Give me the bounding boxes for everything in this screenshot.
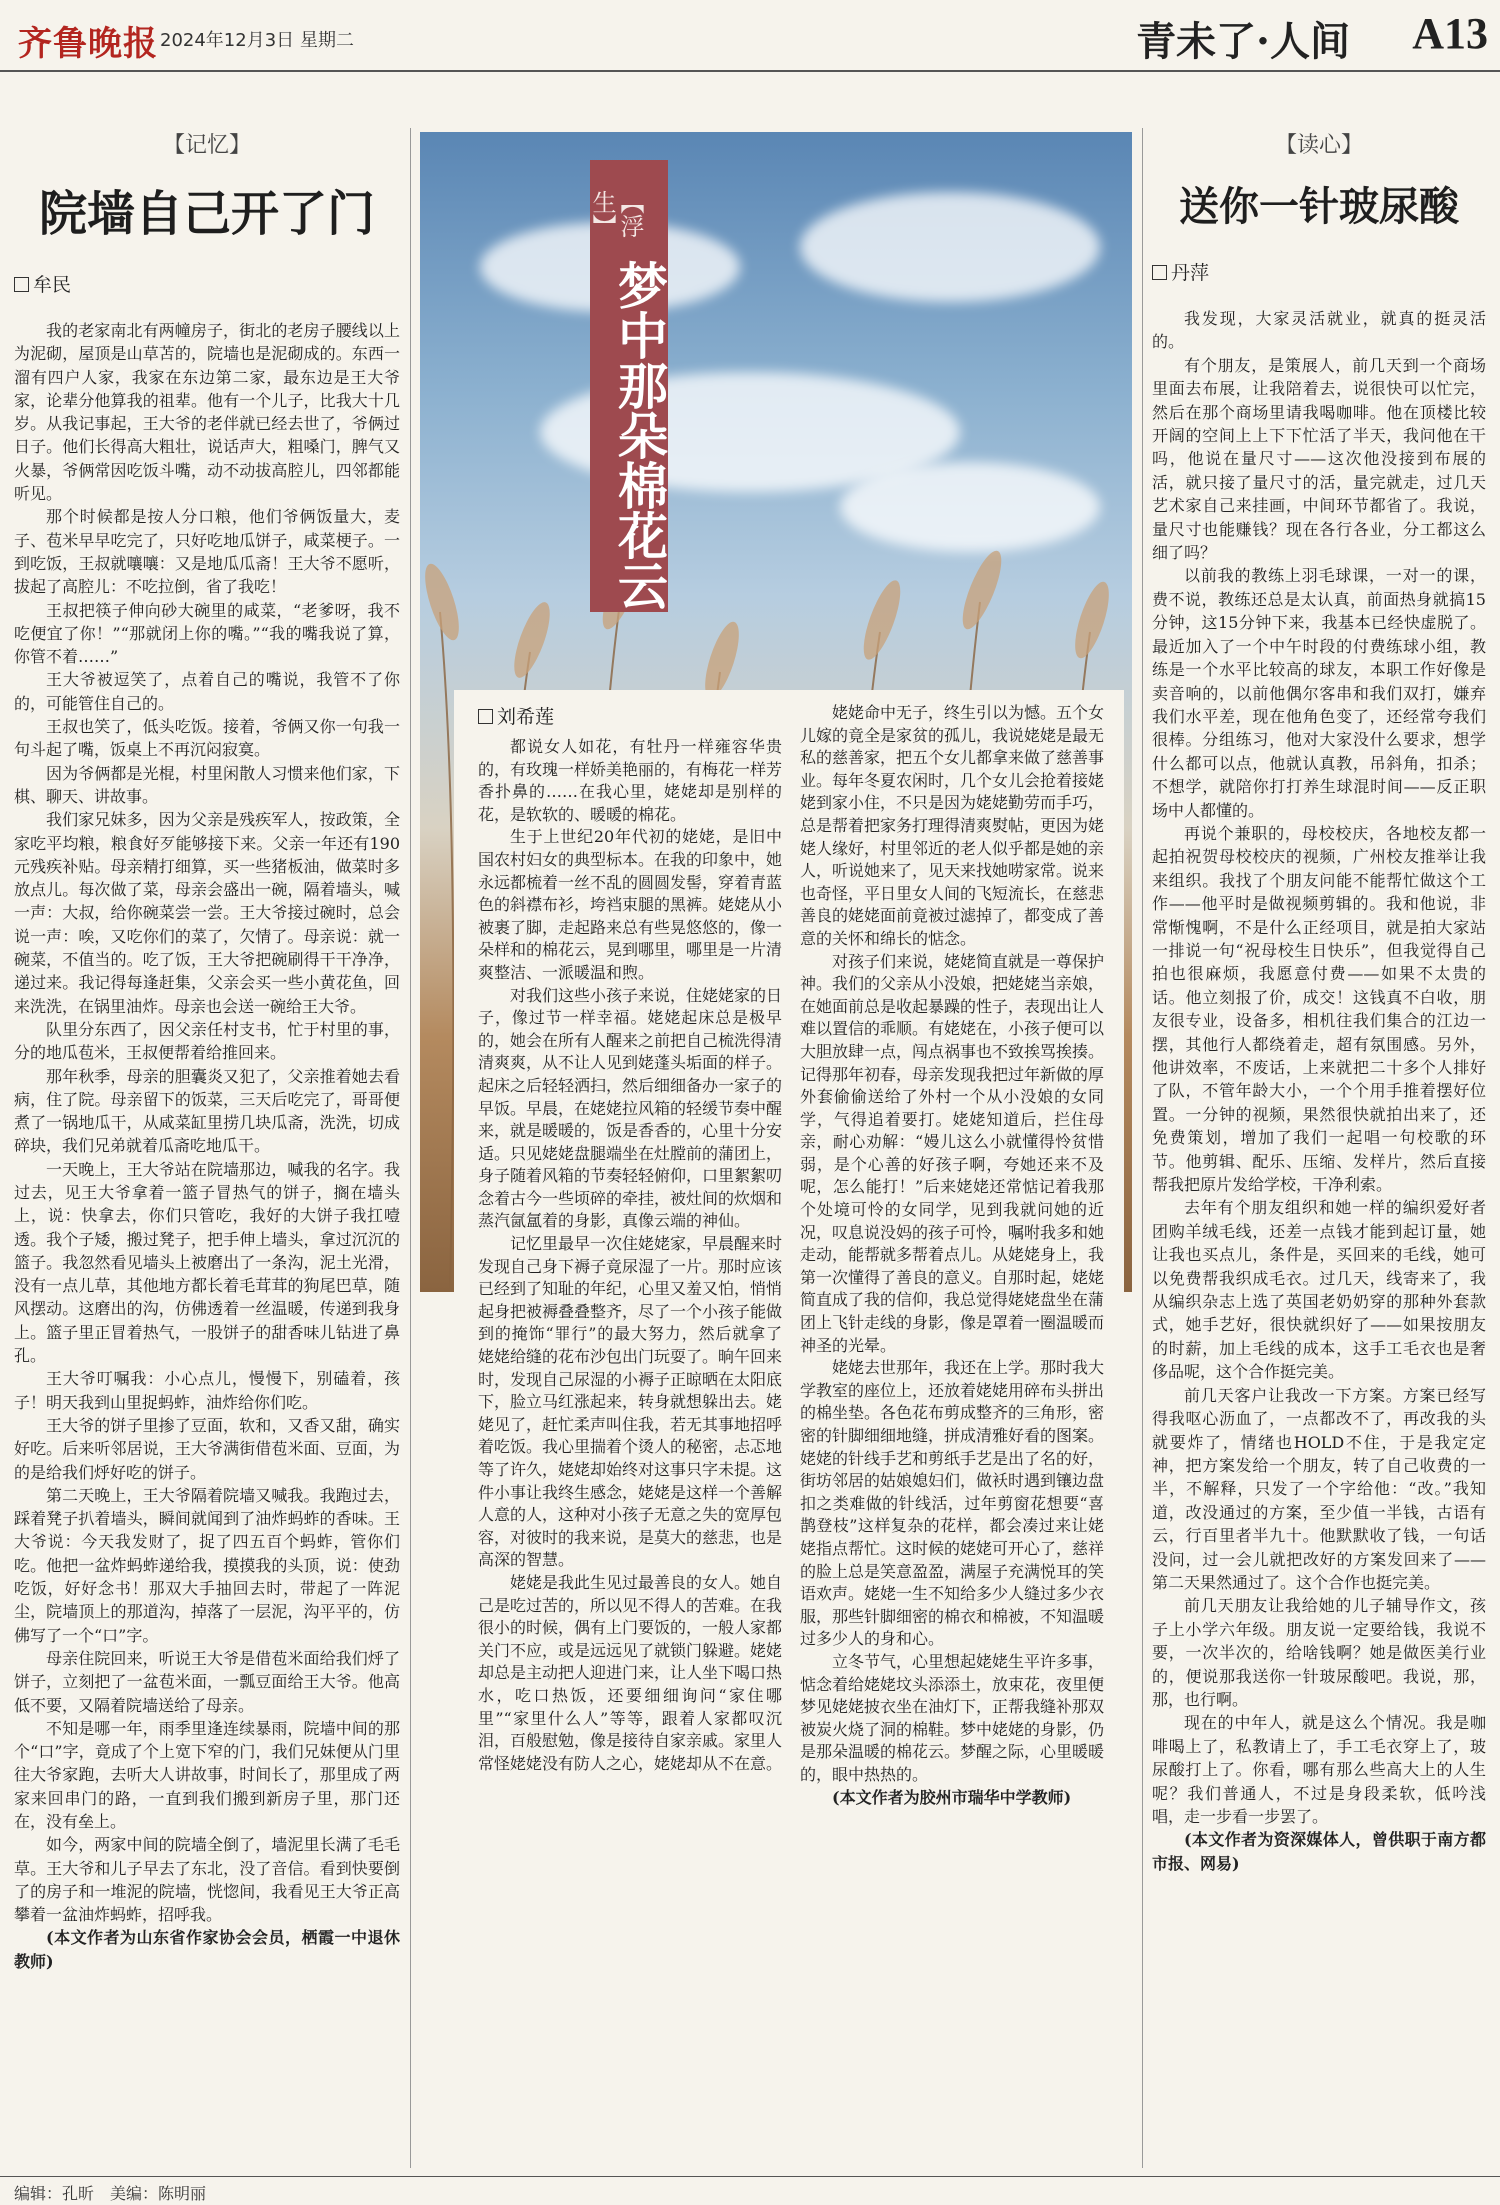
paragraph: 有个朋友，是策展人，前几天到一个商场里面去布展，让我陪着去，说很快可以忙完，然后在那个商场里请我喝咖啡。他在顶楼比较开阔的空间上上下下忙活了半天，我问他在干吗，他说在量尺寸——这次他没接到布展的活，就只接了量尺寸的活，量完就走，过几天艺术家自己来挂画，中间环节都省了。我说，量尺寸也能赚钱？现在各行各业，分工都这么细了吗？: [1152, 355, 1486, 563]
designer-credit: 美编：陈明丽: [110, 2184, 207, 2203]
paragraph: 前几天客户让我改一下方案。方案已经写得我呕心沥血了，一点都改不了，再改我的头就要炸了，情绪也HOLD不住，于是我定定神，把方案发给一个朋友，转了自己收费的一半，不解释，只发了一个字给他：“改。”我知道，改没通过的方案，至少值一半钱，古语有云，行百里者半九十。他默默收了钱，一句话没问，过一会儿就把改好的方案发回来了——第二天果然通过了。这个合作也挺完美。: [1152, 1385, 1486, 1592]
paragraph: 王叔也笑了，低头吃饭。接着，爷俩又你一句我一句斗起了嘴，饭桌上不再沉闷寂寞。: [14, 717, 400, 760]
right-article-title: 送你一针玻尿酸: [1179, 183, 1459, 230]
right-article-author: 丹萍: [1171, 262, 1210, 284]
left-author-note: (本文作者为山东省作家协会会员，栖霞一中退休教师): [14, 1928, 400, 1971]
left-article-body: [14, 319, 400, 1973]
paragraph: 如今，两家中间的院墙全倒了，墙泥里长满了毛毛草。王大爷和儿子早去了东北，没了音信。看到快要倒了的房子和一堆泥的院墙，恍惚间，我看见王大爷正高攀着一盆油炸蚂蚱，招呼我。: [14, 1835, 400, 1925]
paragraph: 王大爷被逗笑了，点着自己的嘴说，我管不了你的，可能管住自己的。: [14, 670, 400, 713]
right-author-note: (本文作者为资深媒体人，曾供职于南方都市报、网易): [1152, 1830, 1486, 1873]
column-divider: [410, 128, 411, 2168]
paragraph: 第二天晚上，王大爷隔着院墙又喊我。我跑过去，踩着凳子扒着墙头，瞬间就闻到了油炸蚂蚱的香味。王大爷说：今天我发财了，捉了四五百个蚂蚱，管你们吃。他把一盆炸蚂蚱递给我，摸摸我的头顶，说：使劲吃饭，好好念书！那双大手抽回去时，带起了一阵泥尘，院墙顶上的那道沟，掉落了一层泥，沟平平的，仿佛写了一个“口”字。: [14, 1485, 400, 1645]
paragraph: 队里分东西了，因父亲任村支书，忙于村里的事，分的地瓜苞米，王叔便帮着给推回来。: [14, 1019, 400, 1063]
author-box-icon: [14, 277, 29, 292]
title-banner: [590, 160, 668, 612]
section-name: 青未了·人间: [1136, 18, 1350, 65]
paragraph: 王叔把筷子伸向砂大碗里的咸菜，“老爹呀，我不吃便宜了你！”“那就闭上你的嘴。”“我的嘴我说了算，你管不着……”: [14, 600, 400, 667]
right-column-tag: 【读心】: [1274, 133, 1363, 158]
paragraph: 生于上世纪20年代初的姥姥，是旧中国农村妇女的典型标本。在我的印象中，她永远都梳着一丝不乱的圆圆发髻，穿着青蓝色的斜襟布衫，垮裆束腿的黑裤。姥姥从小被裹了脚，走起路来总有些晃悠悠的，像一朵样和的棉花云，晃到哪里，哪里是一片清爽整洁、一派暖温和煦。: [478, 827, 783, 982]
right-article: [1152, 128, 1486, 1875]
editor-credit: 编辑：孔昕: [14, 2184, 95, 2203]
paragraph: 姥姥命中无子，终生引以为憾。五个女儿嫁的竟全是家贫的孤儿，我说姥姥是最无私的慈善家，把五个女儿都拿来做了慈善事业。每年冬夏农闲时，几个女儿会抢着接姥姥到家小住，不只是因为姥姥勤劳而手巧，总是帮着把家务打理得清爽熨帖，更因为姥姥人缘好，村里邻近的老人似乎都是她的亲人，听说她来了，见天来找她唠家常。说来也奇怪，平日里女人间的飞短流长，在慈悲善良的姥姥面前竟被过滤掉了，都变成了善意的关怀和绵长的惦念。: [800, 703, 1105, 948]
middle-article-column-1: [478, 736, 782, 1775]
paragraph: 立冬节气，心里想起姥姥生平许多事，惦念着给姥姥坟头添添土，放束花，夜里便梦见姥姥披衣坐在油灯下，正帮我缝补那双被炭火烧了洞的棉鞋。梦中姥姥的身影，仍是那朵温暖的棉花云。梦醒之际，心里暖暖的，眼中热热的。: [800, 1651, 1105, 1784]
paragraph: 母亲住院回来，听说王大爷是借苞米面给我们烀了饼子，立刻把了一盆苞米面，一瓢豆面给王大爷。他高低不要，又隔着院墙送给了母亲。: [14, 1648, 400, 1715]
paragraph: 去年有个朋友组织和她一样的编织爱好者团购羊绒毛线，还差一点钱才能到起订量，她让我也买点儿，条件是，买回来的毛线，她可以免费帮我织成毛衣。过几天，线寄来了，我从编织杂志上选了英国老奶奶穿的那种外套款式，她手艺好，很快就织好了——如果按朋友的时薪，加上毛线的成本，这手工毛衣也是奢侈品呢，这个合作挺完美。: [1152, 1198, 1486, 1382]
right-article-body: [1152, 307, 1486, 1875]
left-article-author-line: [14, 270, 400, 297]
paragraph: 对我们这些小孩子来说，住姥姥家的日子，像过节一样幸福。姥姥起床总是极早的，她会在所有人醒来之前把自己梳洗得清清爽爽，从不让人见到姥蓬头垢面的样子。起床之后轻轻洒扫，然后细细备办一家子的早饭。早晨，在姥姥拉风箱的轻缓节奏中醒来，就是暖暖的，饭是香香的，心里十分安适。只见姥姥盘腿端坐在灶膛前的蒲团上，身子随着风箱的节奏轻轻俯仰，口里絮絮叨念着古今一些顷碎的牵挂，被灶间的炊烟和蒸汽氤氲着的身影，真像云端的神仙。: [478, 985, 783, 1231]
left-column-tag: 【记忆】: [162, 133, 251, 158]
middle-article-author: 刘希莲: [497, 706, 555, 728]
middle-column-tag: 【浮生】: [588, 190, 644, 238]
paragraph: 姥姥去世那年，我还在上学。那时我大学教室的座位上，还放着姥姥用碎布头拼出的棉坐垫。各色花布剪成整齐的三角形，密密的针脚细细地缝，拼成清雅好看的图案。姥姥的针线手艺和剪纸手艺是出了名的好，街坊邻居的姑娘媳妇们，做袄时遇到镶边盘扣之类难做的针线活，过年剪窗花想要“喜鹊登枝”这样复杂的花样，都会凑过来让姥姥指点帮忙。这时候的姥姥可开心了，慈祥的脸上总是笑意盈盈，满屋子充满悦耳的笑语欢声。姥姥一生不知给多少人缝过多少衣服，那些针脚细密的棉衣和棉被，不知温暖过多少人的身和心。: [800, 1358, 1105, 1649]
paragraph: 我的老家南北有两幢房子，街北的老房子腰线以上为泥砌，屋顶是山草苫的，院墙也是泥砌成的。东西一溜有四户人家，我家在东边第二家，最东边是王大爷家，论辈分他算我的祖辈。他有一个儿子，比我大十几岁。从我记事起，王大爷的老伴就已经去世了，爷俩过日子。他们长得高大粗壮，说话声大，粗嗓门，脾气又火暴，爷俩常因吃饭斗嘴，动不动拔高腔儿，四邻都能听见。: [14, 321, 400, 504]
page-number: A13: [1412, 9, 1488, 58]
paragraph: 前几天朋友让我给她的儿子辅导作文，孩子上小学六年级。朋友说一定要给钱，我说不要，一次半次的，给啥钱啊？她是做医美行业的，便说那我送你一针玻尿酸吧。我说，那，那，也行啊。: [1152, 1596, 1486, 1709]
paragraph: 以前我的教练上羽毛球课，一对一的课，费不说，教练还总是太认真，前面热身就搞15分钟，这15分钟下来，我基本已经快虚脱了。最近加入了一个中午时段的付费练球小组，教练是一个水平比较高的球友，本职工作好像是卖音响的，以前他偶尔客串和我们双打，嫌弃我们水平差，现在他角色变了，还经常夸我们很棒。分组练习，他对大家没什么要求，想学什么都可以点，他就认真教，吊斜角，扣杀；不想学，就陪你打打养生球混时间——反正职场中人都懂的。: [1152, 566, 1486, 820]
paragraph: 那年秋季，母亲的胆囊炎又犯了，父亲推着她去看病，住了院。母亲留下的饭菜，三天后吃完了，哥哥便煮了一锅地瓜干，从咸菜缸里捞几块瓜斋，洗洗，切成碎块，我们兄弟就着瓜斋吃地瓜干。: [14, 1066, 400, 1156]
paragraph: 一天晚上，王大爷站在院墙那边，喊我的名字。我过去，见王大爷拿着一篮子冒热气的饼子，搁在墙头上，说：快拿去，你们只管吃，我好的大饼子我扛噎透。我个子矮，搬过凳子，把手伸上墙头，拿过沉沉的篮子。我忽然看见墙头上被磨出了一条沟，泥土光滑，没有一点儿草，其他地方都长着毛茸茸的狗尾巴草，随风摆动。这磨出的沟，仿佛透着一丝温暖，传递到我身上。篮子里正冒着热气，一股饼子的甜香味儿钻进了鼻孔。: [14, 1159, 400, 1366]
page-header: [0, 0, 1500, 72]
newspaper-logo: 齐鲁晚报: [18, 24, 158, 64]
paragraph: 现在的中年人，就是这么个情况。我是咖啡喝上了，私教请上了，手工毛衣穿上了，玻尿酸打上了。你看，哪有那么些高大上的人生呢？我们普通人，不过是身段柔软，低吟浅唱，走一步看一步罢了。: [1152, 1713, 1486, 1826]
middle-article-panel: [454, 690, 1124, 2060]
paragraph: 因为爷俩都是光棍，村里闲散人习惯来他们家，下棋、聊天、讲故事。: [14, 763, 400, 806]
author-box-icon: [478, 709, 493, 724]
paragraph: 我们家兄妹多，因为父亲是残疾军人，按政策，全家吃平均粮，粮食好歹能够接下来。父亲一年还有190元残疾补贴。母亲精打细算，买一些猪板油，做菜时多放点儿。每次做了菜，母亲会盛出一碗，隔着墙头，喊一声：大叔，给你碗菜尝一尝。王大爷接过碗时，总会说一声：唉，又吃你们的菜了，欠情了。母亲说：就一碗菜，不值当的。吃了饭，王大爷把碗刷得干干净净，递过来。我记得每逢赶集，父亲会买一些小黄花鱼，回来洗洗，在锅里油炸。母亲也会送一碗给王大爷。: [14, 810, 400, 1016]
right-article-author-line: [1152, 258, 1486, 285]
paragraph: 姥姥是我此生见过最善良的女人。她自己是吃过苦的，所以见不得人的苦难。在我很小的时候，偶有上门要饭的，一般人家都关门不应，或是远远见了就锁门躲避。姥姥却总是主动把人迎进门来，让人坐下喝口热水，吃口热饭，还要细细询问“家住哪里”“家里什么人”等等，跟着人家都叹沉泪，百般慰勉，像是接待自家亲戚。家里人常怪姥姥没有防人之心，姥姥却从不在意。: [478, 1572, 783, 1773]
left-article: [14, 128, 400, 1973]
paragraph: 那个时候都是按人分口粮，他们爷俩饭量大，麦子、苞米早早吃完了，只好吃地瓜饼子，咸菜梗子。一到吃饭，王叔就嚷嚷：又是地瓜瓜斋！王大爷不愿听，拔起了高腔儿：不吃拉倒，省了我吃！: [14, 507, 400, 597]
paragraph: 我发现，大家灵活就业，就真的挺灵活的。: [1152, 309, 1486, 352]
middle-author-note: (本文作者为胶州市瑞华中学教师): [832, 1787, 1072, 1807]
paragraph: 王大爷叮嘱我：小心点儿，慢慢下，别磕着，孩子！明天我到山里捉蚂蚱，油炸给你们吃。: [14, 1369, 400, 1412]
left-article-title: 院墙自己开了门: [38, 186, 375, 242]
paragraph: 王大爷的饼子里掺了豆面，软和，又香又甜，确实好吃。后来听邻居说，王大爷满街借苞米面、豆面，为的是给我们烀好吃的饼子。: [14, 1415, 400, 1482]
issue-weekday: 星期二: [300, 30, 354, 51]
middle-article-author-line: [478, 702, 554, 729]
middle-article-column-2: [800, 702, 1104, 1809]
column-divider: [1142, 128, 1143, 2168]
paragraph: 再说个兼职的，母校校庆，各地校友都一起拍祝贺母校校庆的视频，广州校友推举让我来组织。我找了个朋友问能不能帮忙做这个工作——他平时是做视频剪辑的。我和他说，非常惭愧啊，不是什么正经项目，就是拍大家站一排说一句“祝母校生日快乐”，但我觉得自己拍也很麻烦，我愿意付费——如果不太贵的话。他立刻报了价，成交！这钱真不白收，朋友很专业，设备多，相机往我们集合的江边一摆，其他行人都绕着走，超有氛围感。另外，他讲效率，不废话，上来就把二十多个人排好了队，不管年龄大小，一个个用手推着摆好位置。一分钟的视频，果然很快就拍出来了，还免费策划，增加了我们一起唱一句校歌的环节。他剪辑、配乐、压缩、发样片，然后直接帮我把原片发给学校，干净利索。: [1152, 823, 1486, 1195]
left-article-author: 牟民: [33, 274, 72, 296]
paragraph: 记忆里最早一次住姥姥家，早晨醒来时发现自己身下褥子竟尿湿了一片。那时应该已经到了知耻的年纪，心里又羞又怕，悄悄起身把被褥叠叠整齐，尽了一个小孩子能做到的掩饰“罪行”的最大努力，然后就拿了姥姥给缝的花布沙包出门玩耍了。晌午回来时，发现自己尿湿的小褥子正晾晒在太阳底下，脸立马红涨起来，转身就想躲出去。姥姥见了，赶忙柔声叫住我，若无其事地招呼着吃饭。我心里揣着个烫人的秘密，忐忑地等了许久，姥姥却始终对这事只字未提。这件小事让我终生感念，姥姥是这样一个善解人意的人，这种对小孩子无意之失的宽厚包容，对彼时的我来说，是莫大的慈悲，也是高深的智慧。: [478, 1234, 783, 1570]
issue-date: 2024年12月3日: [160, 30, 295, 51]
paragraph: 对孩子们来说，姥姥简直就是一尊保护神。我们的父亲从小没娘，把姥姥当亲娘，在她面前总是收起暴躁的性子，表现出让人难以置信的乖顺。有姥姥在，小孩子便可以大胆放肆一点，闯点祸事也不致挨骂挨揍。记得那年初春，母亲发现我把过年新做的厚外套偷偷送给了外村一个从小没娘的女同学，气得追着要打。姥姥知道后，拦住母亲，耐心劝解：“嫚儿这么小就懂得怜贫惜弱，是个心善的好孩子啊，夸她还来不及呢，怎么能打！”后来姥姥还常惦记着我那个处境可怜的女同学，见到我就问她的近况，叹息说没妈的孩子可怜，嘱咐我多和她走动，能帮就多帮着点儿。从姥姥身上，我第一次懂得了善良的意义。自那时起，姥姥简直成了我的信仰，我总觉得姥姥盘坐在蒲团上飞针走线的身影，像是罩着一圈温暖而神圣的光晕。: [800, 951, 1105, 1355]
author-box-icon: [1152, 265, 1167, 280]
middle-article-title: 梦中那朵棉花云: [610, 260, 669, 610]
paragraph: 不知是哪一年，雨季里逢连续暴雨，院墙中间的那个“口”字，竟成了个上宽下窄的门，我们兄妹便从门里往大爷家跑，去听大人讲故事，时间长了，那里成了两家来回串门的路，一直到我们搬到新房子里，那门还在，没有垒上。: [14, 1718, 400, 1831]
page-footer: [0, 2176, 1500, 2205]
paragraph: 都说女人如花，有牡丹一样雍容华贵的，有玫瑰一样娇美艳丽的，有梅花一样芳香扑鼻的……在我心里，姥姥却是别样的花，是软软的、暖暖的棉花。: [478, 737, 783, 824]
